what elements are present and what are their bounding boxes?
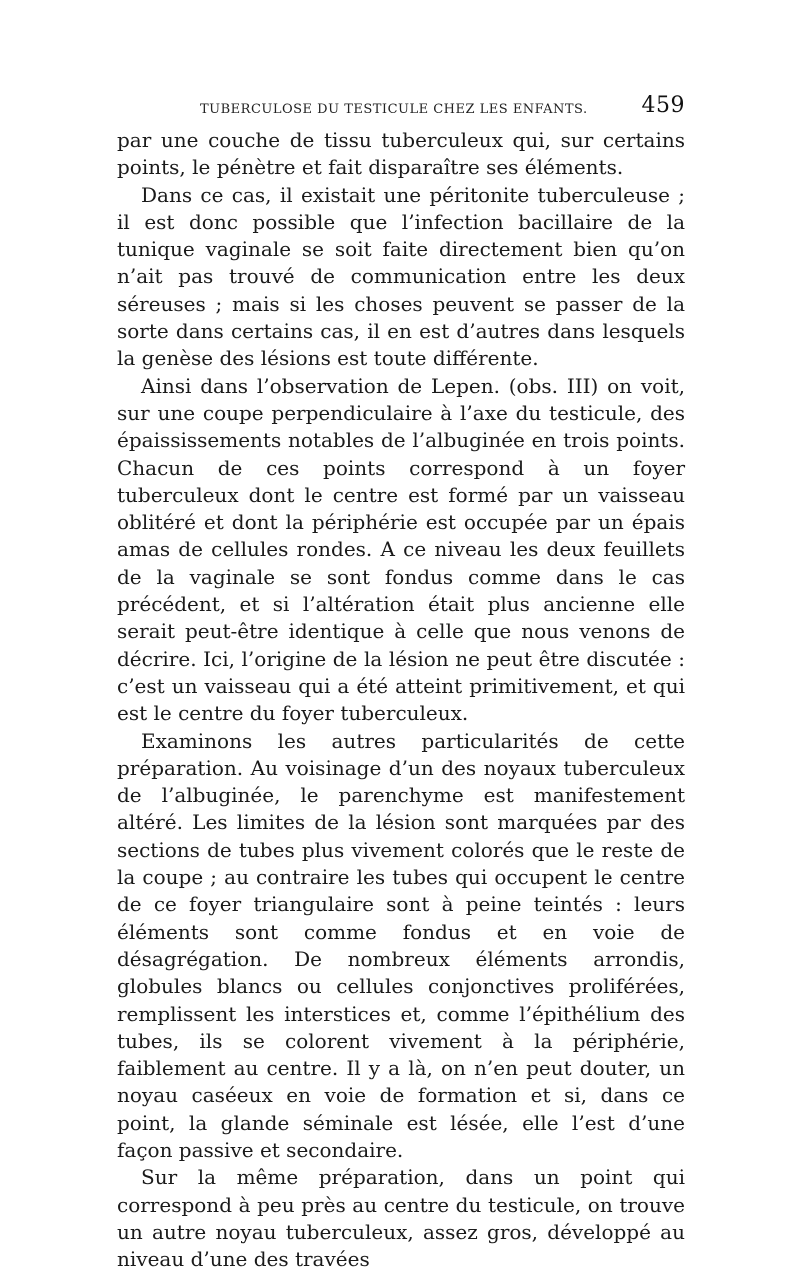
paragraph: Dans ce cas, il existait une péritonite tuberculeuse ; il est donc possible que l’infection bacillaire de la tunique vaginale se soit faite directement bien qu’on n’ait pas trouvé de communication entre les deux séreuses ; mais si les choses peuvent se passer de la sorte dans certains cas, il en est d’autres dans lesquels la genèse des lésions est toute différente. bbox=[117, 182, 685, 371]
running-head bbox=[200, 93, 685, 124]
paragraph: Examinons les autres particularités de cette préparation. Au voisinage d’un des noyaux tuberculeux de l’albuginée, le parenchyme est manifestement altéré. Les limites de la lésion sont marquées par des sections de tubes plus vivement colorés que le reste de la coupe ; au contraire les tubes qui occupent le centre de ce foyer triangulaire sont à peine teintés : leurs éléments sont comme fondus et en voie de désagrégation. De nombreux éléments arrondis, globules blancs ou cellules conjonctives proliférées, remplissent les interstices et, comme l’épithélium des tubes, ils se colorent vivement à la périphérie, faiblement au centre. Il y a là, on n’en peut douter, un noyau caséeux en voie de formation et si, dans ce point, la glande séminale est lésée, elle l’est d’une façon passive et secondaire. bbox=[117, 728, 685, 1162]
page-number: 459 bbox=[641, 93, 685, 118]
paragraph-continued: par une couche de tissu tuberculeux qui, sur certains points, le pénètre et fait disparaître ses éléments. bbox=[117, 128, 685, 180]
paragraph: Ainsi dans l’observation de Lepen. (obs. III) on voit, sur une coupe perpendiculaire à l’axe du testicule, des épaississements notables de l’albuginée en trois points. Chacun de ces points correspond à un foyer tuberculeux dont le centre est formé par un vaisseau oblitéré et dont la périphérie est occupée par un épais amas de cellules rondes. A ce niveau les deux feuillets de la vaginale se sont fondus comme dans le cas précédent, et si l’altération était plus ancienne elle serait peut-être identique à celle que nous venons de décrire. Ici, l’origine de la lésion ne peut être discutée : c’est un vaisseau qui a été atteint primitivement, et qui est le centre du foyer tuberculeux. bbox=[117, 373, 685, 726]
paragraph: Sur la même préparation, dans un point qui correspond à peu près au centre du testicule, on trouve un autre noyau tuberculeux, assez gros, développé au niveau d’une des travées bbox=[117, 1165, 685, 1272]
body-text bbox=[117, 127, 685, 1273]
running-title: TUBERCULOSE DU TESTICULE CHEZ LES ENFANTS. bbox=[200, 102, 588, 117]
